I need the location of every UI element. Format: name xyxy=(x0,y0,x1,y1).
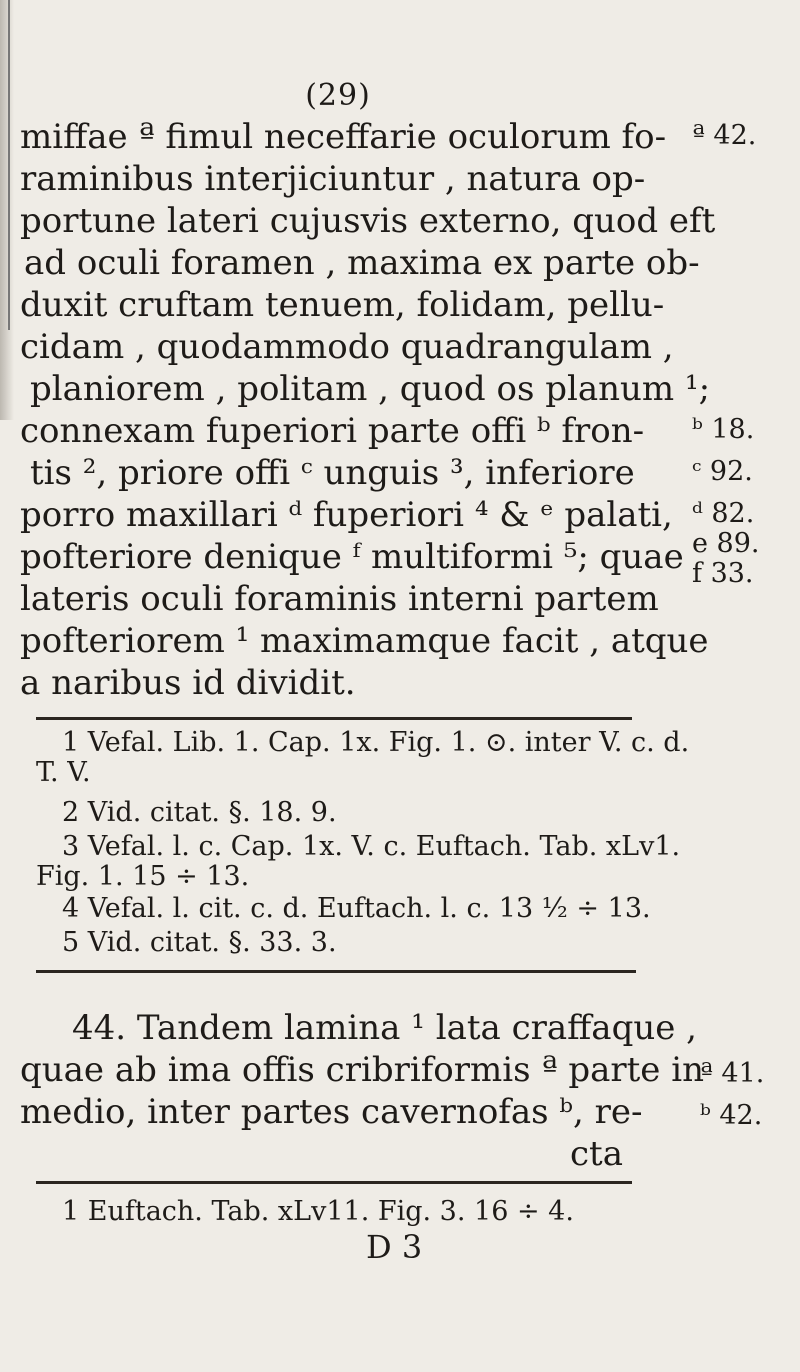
section-line-1: 44. Tandem lamina ¹ lata craffaque , xyxy=(72,1008,697,1048)
text-line-3: portune lateri cujusvis externo, quod eft xyxy=(20,201,716,241)
page-edge-shadow xyxy=(0,0,14,420)
text-line-10: porro maxillari ᵈ fuperiori ⁴ & ᵉ palati, xyxy=(20,495,673,535)
footnote-rule-2 xyxy=(36,970,636,973)
text-line-5: duxit cruftam tenuem, folidam, pellu- xyxy=(20,285,665,325)
text-line-7: planiorem , politam , quod os planum ¹; xyxy=(30,369,711,409)
margin-note-e: e 89. xyxy=(692,528,760,559)
text-line-2: raminibus interjiciuntur , natura op- xyxy=(20,159,646,199)
section-catchword: cta xyxy=(570,1134,623,1174)
text-line-11: pofteriore denique ᶠ multiformi ⁵; quae xyxy=(20,537,684,577)
text-line-6: cidam , quodammodo quadrangulam , xyxy=(20,327,674,367)
page-number: (29) xyxy=(305,78,371,113)
footnote-1-cont: T. V. xyxy=(36,757,91,788)
section-line-3: medio, inter partes cavernofas ᵇ, re- xyxy=(20,1092,643,1132)
section-line-2: quae ab ima offis cribriformis ª parte in xyxy=(20,1050,705,1090)
signature-mark: D 3 xyxy=(366,1228,423,1266)
text-line-12: lateris oculi foraminis interni partem xyxy=(20,579,659,619)
text-line-13: pofteriorem ¹ maximamque facit , atque xyxy=(20,621,709,661)
margin-note-c: ᶜ 92. xyxy=(692,456,753,487)
footnote-2: 2 Vid. citat. §. 18. 9. xyxy=(62,797,337,828)
margin-note-d: ᵈ 82. xyxy=(692,498,755,529)
footnote-rule-1 xyxy=(36,717,632,720)
footnote-section: 1 Euftach. Tab. xLv11. Fig. 3. 16 ÷ 4. xyxy=(62,1196,574,1227)
footnote-rule-3 xyxy=(36,1181,632,1184)
footnote-3: 3 Vefal. l. c. Cap. 1x. V. c. Euftach. Tab. xLv1. xyxy=(62,831,681,862)
text-line-14: a naribus id dividit. xyxy=(20,663,356,703)
gutter-line xyxy=(8,0,10,330)
section-margin-a: ª 41. xyxy=(700,1058,765,1089)
footnote-3-cont: Fig. 1. 15 ÷ 13. xyxy=(36,861,250,892)
margin-note-b: ᵇ 18. xyxy=(692,414,755,445)
text-line-8: connexam fuperiori parte offi ᵇ fron- xyxy=(20,411,645,451)
section-margin-b: ᵇ 42. xyxy=(700,1100,763,1131)
margin-note-a: ª 42. xyxy=(692,120,757,151)
text-line-1: miffae ª fimul neceffarie oculorum fo- xyxy=(20,117,667,157)
text-line-9: tis ², priore offi ᶜ unguis ³, inferiore xyxy=(30,453,635,493)
margin-note-f: f 33. xyxy=(692,558,754,589)
text-line-4: ad oculi foramen , maxima ex parte ob- xyxy=(24,243,700,283)
footnote-4: 4 Vefal. l. cit. c. d. Euftach. l. c. 13 ¹⁄₂ ÷ 13. xyxy=(62,893,651,924)
footnote-1: 1 Vefal. Lib. 1. Cap. 1x. Fig. 1. ⊙. inter V. c. d. xyxy=(62,727,690,758)
footnote-5: 5 Vid. citat. §. 33. 3. xyxy=(62,927,337,958)
